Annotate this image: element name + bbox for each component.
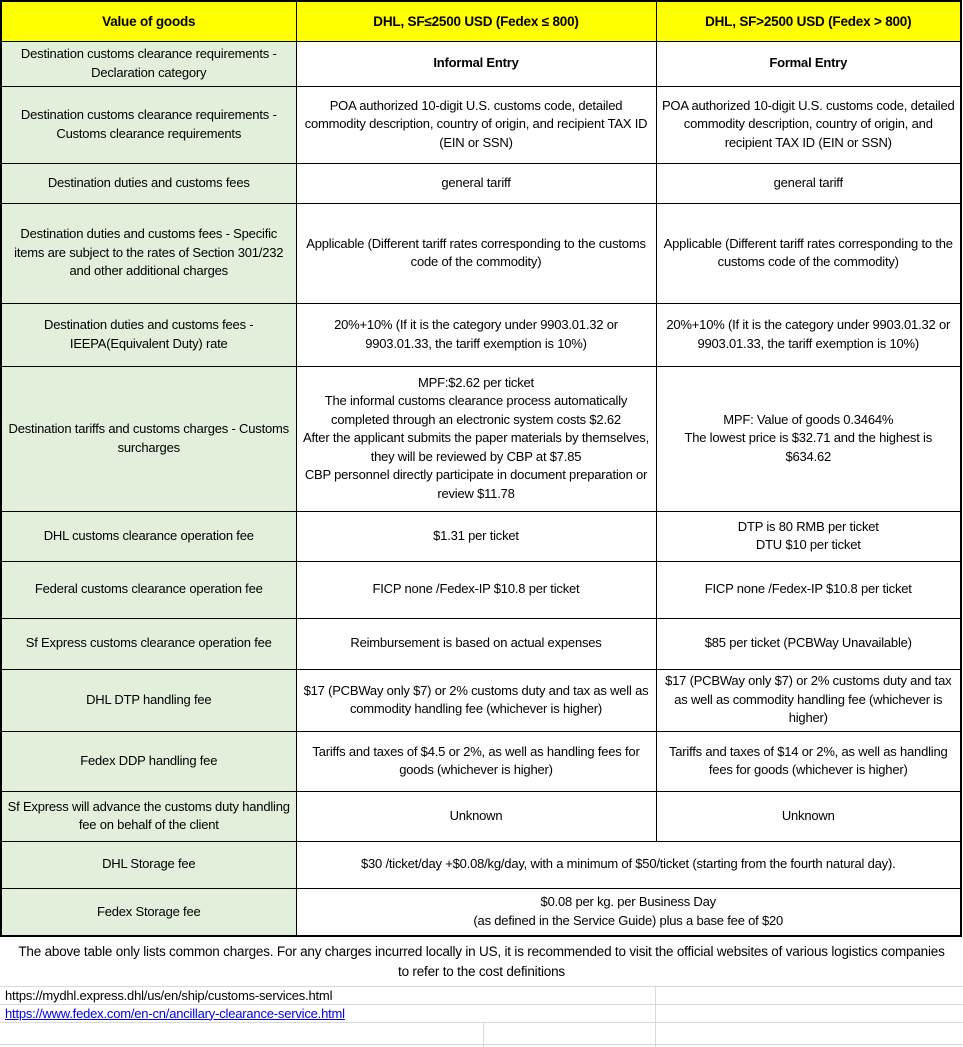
table-row [1,841,961,888]
cell-line: Applicable (Different tariff rates corresponding to the customs code of the commodity) [663,235,953,269]
header-value-of-goods: Value of goods [1,1,296,41]
row-label: Destination tariffs and customs charges - Customs surcharges [1,366,296,511]
cell-line: $85 per ticket (PCBWay Unavailable) [704,635,912,651]
sheet-gridline [655,1023,656,1044]
cell-line: Tariffs and taxes of $4.5 or 2%, as well as handling fees for goods (whichever is higher) [312,743,640,777]
row-label: Fedex DDP handling fee [1,731,296,791]
value-cell [656,511,961,561]
cell-line: DTP is 80 RMB per ticket [737,518,879,534]
table-row [1,731,961,791]
row-label: DHL customs clearance operation fee [1,511,296,561]
empty-sheet-row [0,1023,963,1045]
row-label: Destination duties and customs fees - IEEPA(Equivalent Duty) rate [1,303,296,366]
value-cell [296,841,961,888]
cell-line: Informal Entry [433,55,519,71]
cell-line: Unknown [781,807,835,823]
value-cell [656,86,961,163]
value-cell [656,41,961,86]
value-cell [296,888,961,936]
row-label: DHL DTP handling fee [1,669,296,731]
row-label: Fedex Storage fee [1,888,296,936]
table-row [1,41,961,86]
row-label: Sf Express customs clearance operation fee [1,618,296,669]
table-row [1,303,961,366]
header-row [1,1,961,41]
table-row [1,618,961,669]
sheet-gridline [483,1023,484,1044]
value-cell [656,618,961,669]
cell-line: (as defined in the Service Guide) plus a base fee of $20 [473,912,784,928]
dhl-customs-services-url: https://mydhl.express.dhl/us/en/ship/customs-services.html [5,987,333,1003]
cell-line: 20%+10% (If it is the category under 9903.01.32 or 9903.01.33, the tariff exemption is 10%) [666,317,951,351]
cell-line: POA authorized 10-digit U.S. customs code, detailed commodity description, country of origin, and recipient TAX ID (EIN or SSN) [304,97,648,150]
cell-line: Tariffs and taxes of $14 or 2%, as well as handling fees for goods (whichever is higher) [668,743,948,777]
cell-line: general tariff [441,174,511,190]
table-row [1,511,961,561]
cell-line: The informal customs clearance process automatically completed through an electronic system costs $2.62 [324,393,628,427]
table-row [1,888,961,936]
table-row [1,561,961,618]
table-row [1,203,961,303]
cell-line: FICP none /Fedex-IP $10.8 per ticket [704,581,912,597]
cell-line: Applicable (Different tariff rates corresponding to the customs code of the commodity) [306,235,646,269]
value-cell [296,41,656,86]
cell-line: Reimbursement is based on actual expenses [350,635,602,651]
cell-line: $1.31 per ticket [433,527,519,543]
value-cell [296,669,656,731]
value-cell [296,303,656,366]
value-cell [296,203,656,303]
fedex-ancillary-clearance-link[interactable]: https://www.fedex.com/en-cn/ancillary-clearance-service.html [5,1005,345,1021]
row-label: DHL Storage fee [1,841,296,888]
cell-line: Formal Entry [769,55,848,71]
cell-line: $30 /ticket/day +$0.08/kg/day, with a minimum of $50/ticket (starting from the fourth natural day). [360,856,896,872]
link-row-fedex [0,1005,963,1023]
table-row [1,669,961,731]
sheet-gridline [655,1005,656,1022]
cell-line: FICP none /Fedex-IP $10.8 per ticket [372,581,580,597]
cell-line: $0.08 per kg. per Business Day [540,894,716,910]
value-cell [296,618,656,669]
table-row [1,86,961,163]
cell-line: general tariff [773,174,843,190]
value-cell [656,303,961,366]
value-cell [296,163,656,203]
value-cell [656,366,961,511]
cell-line: MPF:$2.62 per ticket [418,374,534,390]
table-row [1,791,961,841]
cell-line: $17 (PCBWay only $7) or 2% customs duty and tax as well as commodity handling fee (whichever is higher) [665,673,952,726]
value-cell [296,791,656,841]
row-label: Destination customs clearance requirements - Declaration category [1,41,296,86]
value-cell [296,511,656,561]
cell-line: MPF: Value of goods 0.3464% [723,411,894,427]
header-dhl-sf-gt-2500: DHL, SF>2500 USD (Fedex > 800) [656,1,961,41]
value-cell [656,163,961,203]
cell-line: Unknown [449,807,503,823]
cell-line: POA authorized 10-digit U.S. customs code, detailed commodity description, country of origin, and recipient TAX ID (EIN or SSN) [661,97,955,150]
footer-note [0,937,963,987]
cell-line: The lowest price is $32.71 and the highest is $634.62 [684,430,933,464]
cell-line: 20%+10% (If it is the category under 9903.01.32 or 9903.01.33, the tariff exemption is 10%) [334,317,618,351]
table-row [1,163,961,203]
table-row [1,366,961,511]
link-row-dhl [0,987,963,1005]
header-dhl-sf-le-2500: DHL, SF≤2500 USD (Fedex ≤ 800) [296,1,656,41]
row-label: Destination duties and customs fees - Specific items are subject to the rates of Section 301/232 and other additional charges [1,203,296,303]
value-cell [296,731,656,791]
cell-line: After the applicant submits the paper materials by themselves, they will be reviewed by CBP at $7.85 [303,430,649,464]
footer-note-text: The above table only lists common charges. For any charges incurred locally in US, it is recommended to visit the official websites of various logistics companies to refer to the cost definitions [18,943,945,979]
value-cell [296,366,656,511]
row-label: Sf Express will advance the customs duty handling fee on behalf of the client [1,791,296,841]
cell-line: $17 (PCBWay only $7) or 2% customs duty and tax as well as commodity handling fee (whichever is higher) [303,682,649,716]
sheet-gridline [655,987,656,1004]
value-cell [656,669,961,731]
row-label: Federal customs clearance operation fee [1,561,296,618]
value-cell [656,791,961,841]
value-cell [656,731,961,791]
value-cell [656,203,961,303]
row-label: Destination duties and customs fees [1,163,296,203]
value-cell [656,561,961,618]
value-cell [296,561,656,618]
value-cell [296,86,656,163]
row-label: Destination customs clearance requirements - Customs clearance requirements [1,86,296,163]
cell-line: DTU $10 per ticket [755,537,861,552]
cell-line: CBP personnel directly participate in document preparation or review $11.78 [304,467,648,501]
